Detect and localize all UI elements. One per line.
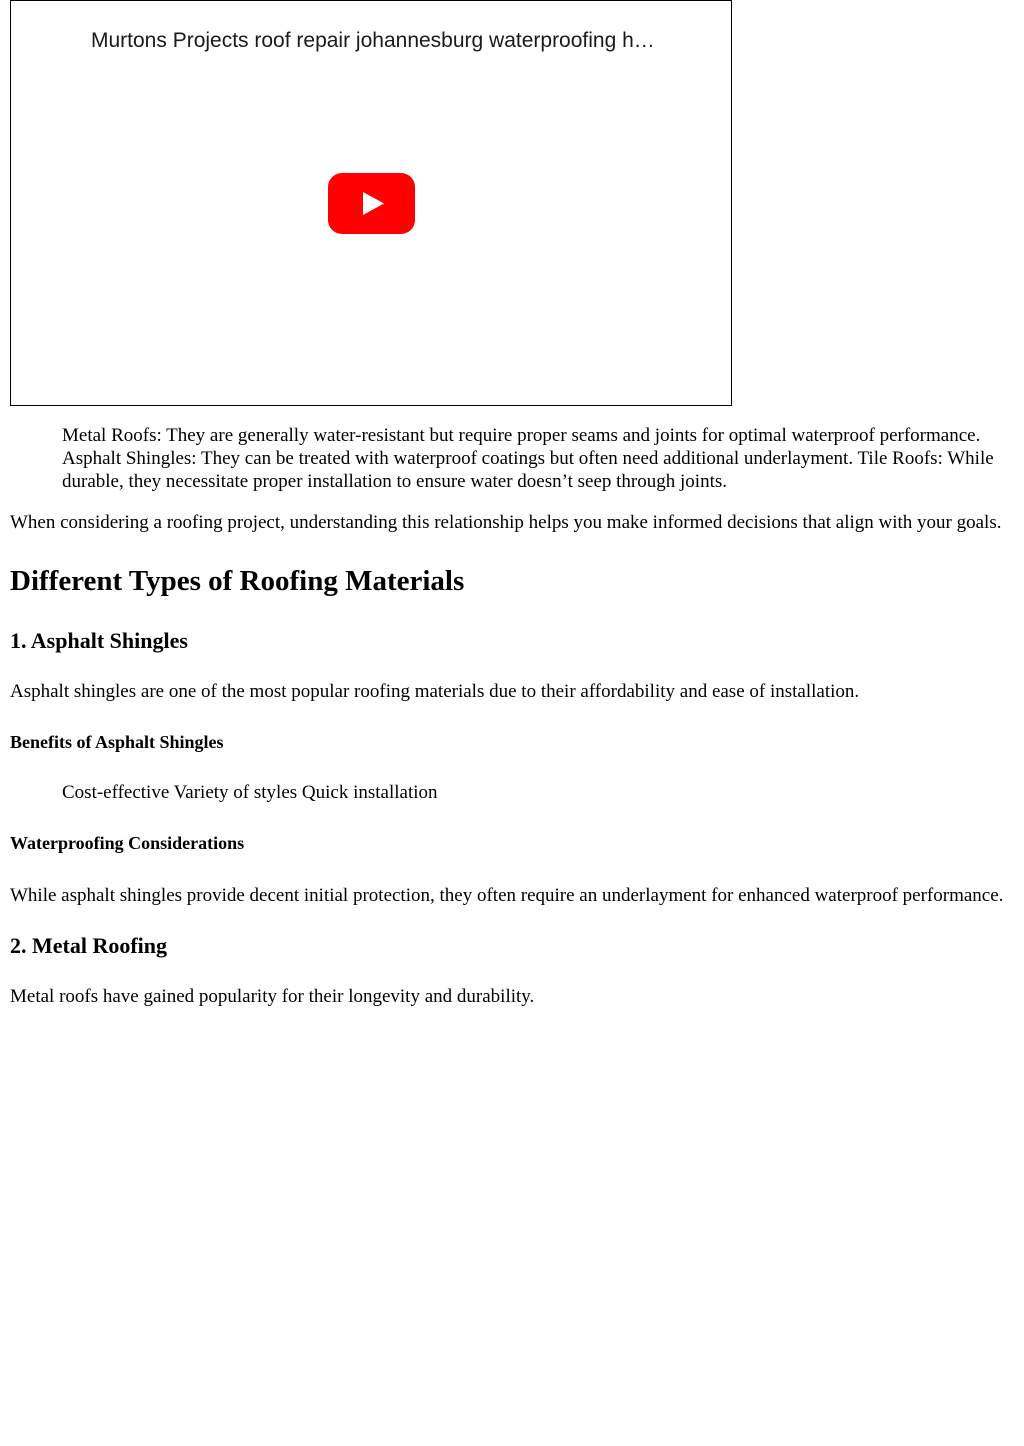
asphalt-heading: 1. Asphalt Shingles [10,628,188,653]
metal-intro: Metal roofs have gained popularity for their longevity and durability. [10,986,535,1007]
asphalt-intro: Asphalt shingles are one of the most popular roofing materials due to their affordability and ease of installation. [10,681,860,702]
section-heading: Different Types of Roofing Materials [10,565,465,597]
play-icon [328,173,415,234]
waterproofing-heading: Waterproofing Considerations [10,833,245,853]
youtube-play-button[interactable] [328,173,415,234]
metal-heading: 2. Metal Roofing [10,933,168,958]
benefits-list: Cost-effective Variety of styles Quick installation [62,782,438,803]
benefits-heading: Benefits of Asphalt Shingles [10,732,224,752]
roof-types-list: Metal Roofs: They are generally water-resistant but require proper seams and joints for optimal waterproof performance. Asphalt Shingles: They can be treated with waterproof coatings but often need additional underlayment. Tile Roofs: While durable, they necessitate proper installation to ensure water doesn’t seep through joints. [62,425,994,492]
video-embed[interactable] [10,0,732,406]
waterproofing-text: While asphalt shingles provide decent initial protection, they often require an underlayment for enhanced waterproof performance. [10,885,1004,906]
article-content [10,424,1006,1008]
video-title[interactable]: Murtons Projects roof repair johannesburg waterproofing h… [91,29,655,52]
relationship-paragraph: When considering a roofing project, understanding this relationship helps you make informed decisions that align with your goals. [10,512,1002,533]
